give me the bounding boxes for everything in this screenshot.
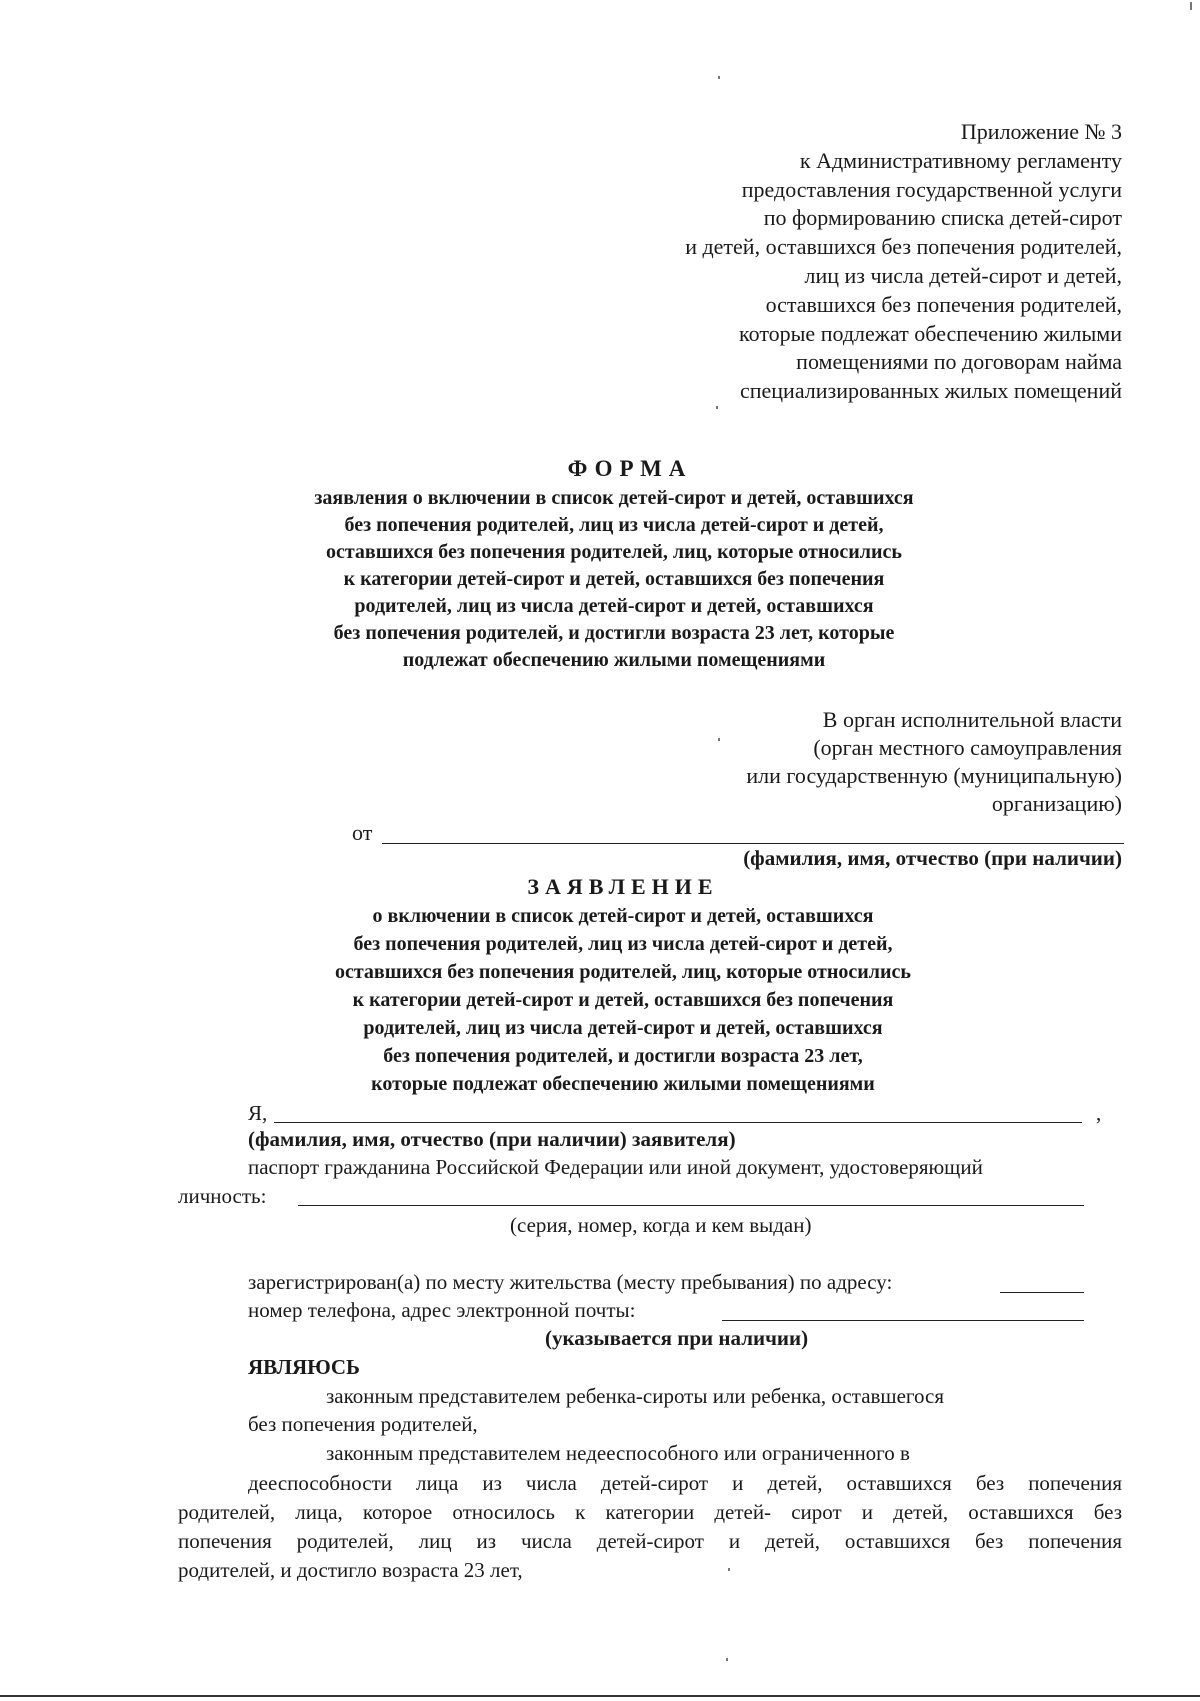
passport-line: паспорт гражданина Российской Федерации или иной документ, удостоверяющий [248, 1155, 983, 1179]
from-name-field[interactable] [382, 843, 1124, 844]
appendix-line: к Административному регламенту [799, 147, 1122, 173]
form-title: ФОРМА [567, 456, 693, 481]
scan-speck [728, 1568, 730, 1571]
appendix-header [685, 118, 1122, 406]
recipient-block [746, 706, 1122, 818]
status-option-1-cont: без попечения родителей, [248, 1412, 478, 1436]
scan-speck [716, 406, 718, 409]
applicant-suffix: , [1096, 1101, 1102, 1125]
contact-caption: (указывается при наличии) [545, 1326, 809, 1350]
contact-label: номер телефона, адрес электронной почты: [248, 1298, 636, 1322]
from-label: от [352, 820, 373, 845]
contact-field[interactable] [722, 1320, 1084, 1321]
appendix-line: помещениями по договорам найма [796, 349, 1122, 375]
recipient-line: или государственную (муниципальную) [746, 763, 1122, 788]
application-subtitle-line: которые подлежат обеспечению жилыми помещениями [371, 1073, 875, 1095]
appendix-line: которые подлежат обеспечению жилыми [739, 320, 1122, 346]
passport-field[interactable] [298, 1205, 1084, 1206]
from-caption: (фамилия, имя, отчество (при наличии) [743, 846, 1122, 870]
form-subtitle-line: оставшихся без попечения родителей, лиц, которые относились [325, 541, 902, 563]
appendix-line: предоставления государственной услуги [741, 176, 1122, 202]
application-subtitle-line: родителей, лиц из числа детей-сирот и детей, оставшихся [363, 1017, 883, 1039]
form-subtitle-line: заявления о включении в список детей-сирот и детей, оставшихся [314, 487, 914, 509]
scan-speck [1190, 2, 1192, 10]
status-option-2-line: родителей, и достигло возраста 23 лет, [178, 1558, 523, 1582]
applicant-prefix: Я, [248, 1101, 268, 1125]
passport-caption: (серия, номер, когда и кем выдан) [510, 1213, 812, 1237]
form-subtitle [28, 485, 1200, 674]
recipient-line: (орган местного самоуправления [813, 735, 1122, 760]
status-option-2-line: дееспособности лица из числа детей-сирот и детей, оставшихся без попечения [248, 1471, 1122, 1495]
form-subtitle-line: родителей, лиц из числа детей-сирот и детей, оставшихся [354, 595, 874, 617]
status-heading: ЯВЛЯЮСЬ [248, 1355, 360, 1379]
scan-speck [718, 738, 720, 741]
form-subtitle-line: без попечения родителей, лиц из числа детей-сирот и детей, [344, 514, 884, 536]
appendix-line: оставшихся без попечения родителей, [765, 291, 1122, 317]
scan-edge [0, 1695, 1200, 1697]
passport-label: личность: [178, 1184, 267, 1208]
status-option-2-line: родителей, лица, которое относилось к категории детей- сирот и детей, оставшихся без [178, 1500, 1122, 1524]
recipient-line: В орган исполнительной власти [822, 707, 1122, 732]
applicant-caption: (фамилия, имя, отчество (при наличии) заявителя) [248, 1127, 736, 1151]
appendix-line: и детей, оставшихся без попечения родителей, [685, 234, 1122, 260]
status-option-1: законным представителем ребенка-сироты или ребенка, оставшегося [326, 1384, 945, 1408]
application-subtitle-line: без попечения родителей, и достигли возраста 23 лет, [383, 1045, 863, 1067]
status-option-2-line: попечения родителей, лиц из числа детей-сирот и детей, оставшихся без попечения [178, 1529, 1122, 1553]
form-subtitle-line: к категории детей-сирот и детей, оставшихся без попечения [343, 568, 885, 590]
application-subtitle-line: оставшихся без попечения родителей, лиц, которые относились [334, 961, 911, 983]
scan-speck [718, 76, 720, 79]
address-label: зарегистрирован(а) по месту жительства (месту пребывания) по адресу: [248, 1270, 893, 1294]
application-subtitle-line: о включении в список детей-сирот и детей, оставшихся [372, 905, 874, 927]
form-subtitle-line: подлежат обеспечению жилыми помещениями [402, 649, 826, 671]
form-heading [0, 453, 1200, 674]
application-subtitle-line: без попечения родителей, лиц из числа детей-сирот и детей, [353, 933, 893, 955]
application-heading [0, 872, 1200, 1098]
recipient-line: организацию) [991, 791, 1122, 816]
form-subtitle-line: без попечения родителей, и достигли возраста 23 лет, которые [333, 622, 895, 644]
application-subtitle [46, 902, 1200, 1098]
appendix-line: лиц из числа детей-сирот и детей, [804, 262, 1122, 288]
appendix-line: по формированию списка детей-сирот [763, 205, 1122, 231]
application-subtitle-line: к категории детей-сирот и детей, оставшихся без попечения [352, 989, 894, 1011]
appendix-line: Приложение № 3 [960, 119, 1122, 144]
status-option-2: законным представителем недееспособного или ограниченного в [326, 1441, 910, 1465]
appendix-line: специализированных жилых помещений [739, 378, 1122, 404]
address-field[interactable] [1000, 1292, 1084, 1293]
applicant-name-field[interactable] [274, 1122, 1082, 1123]
application-title: ЗАЯВЛЕНИЕ [527, 874, 719, 899]
scan-speck [726, 1658, 728, 1661]
